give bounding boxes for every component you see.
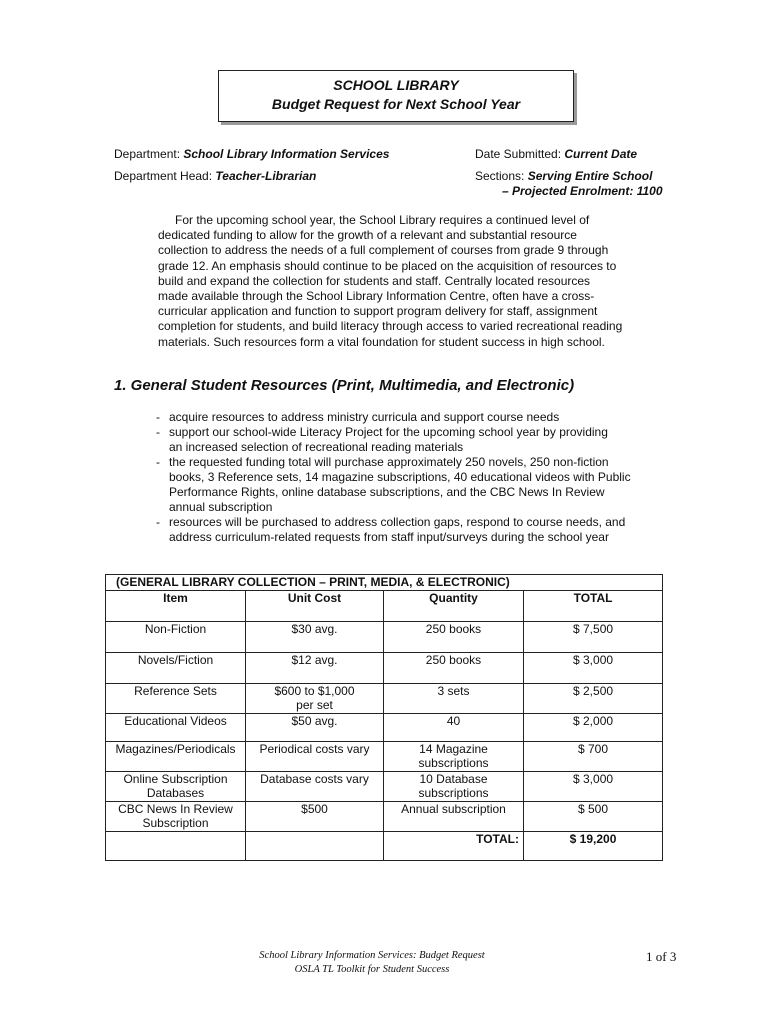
head-label: Department Head: bbox=[114, 169, 213, 183]
cell-total: $ 3,000 bbox=[524, 653, 663, 684]
cell-total: $ 3,000 bbox=[524, 772, 663, 802]
cell-total: $ 7,500 bbox=[524, 622, 663, 653]
table-row bbox=[106, 622, 663, 653]
table-row bbox=[106, 772, 663, 802]
cell-quantity: 40 bbox=[384, 714, 524, 742]
bullet-line: address curriculum-related requests from staff input/surveys during the school year bbox=[169, 530, 609, 544]
intro-line: materials. Such resources form a vital foundation for student success in high school. bbox=[158, 334, 605, 349]
bullet-line: annual subscription bbox=[169, 500, 273, 514]
table-header-row bbox=[106, 591, 663, 622]
resource-bullet-list bbox=[156, 410, 656, 545]
intro-line: For the upcoming school year, the School Library requires a continued level of bbox=[175, 213, 590, 227]
date-value: Current Date bbox=[564, 147, 638, 161]
cell-item: CBC News In Review Subscription bbox=[106, 802, 246, 832]
table-row bbox=[106, 684, 663, 714]
sections-value-line2: – Projected Enrolment: 1100 bbox=[502, 184, 663, 198]
table-total-row bbox=[106, 832, 663, 861]
footer-line: OSLA TL Toolkit for Student Success bbox=[294, 964, 450, 975]
cell-item: Online Subscription Databases bbox=[106, 772, 246, 802]
dash-icon: - bbox=[156, 410, 160, 424]
bullet-line: support our school-wide Literacy Project for the upcoming school year by providing bbox=[169, 425, 608, 439]
department-field bbox=[114, 147, 389, 162]
bullet-item bbox=[156, 410, 656, 425]
cell-quantity: 250 books bbox=[384, 622, 524, 653]
bullet-line: Performance Rights, online database subscriptions, and the CBC News In Review bbox=[169, 485, 605, 499]
sections-label: Sections: bbox=[475, 169, 525, 183]
cell-item: Novels/Fiction bbox=[106, 653, 246, 684]
section-heading: 1. General Student Resources (Print, Multimedia, and Electronic) bbox=[114, 377, 575, 394]
cell-item: Non-Fiction bbox=[106, 622, 246, 653]
total-label: TOTAL: bbox=[384, 832, 524, 861]
cell-total: $ 500 bbox=[524, 802, 663, 832]
sections-value: Serving Entire School bbox=[527, 169, 653, 183]
document-title: SCHOOL LIBRARY bbox=[333, 77, 459, 93]
bullet-line: books, 3 Reference sets, 14 magazine subscriptions, 40 educational videos with Public bbox=[169, 470, 631, 484]
intro-line: made available through the School Library Information Centre, often have a cross- bbox=[158, 289, 595, 304]
cell-quantity: 250 books bbox=[384, 653, 524, 684]
bullet-item bbox=[156, 515, 656, 545]
cell-item: Magazines/Periodicals bbox=[106, 742, 246, 772]
cell-total: $ 2,500 bbox=[524, 684, 663, 714]
header-item: Item bbox=[106, 591, 246, 622]
date-field bbox=[475, 147, 637, 162]
intro-line: collection to address the needs of a full complement of courses from grade 9 through bbox=[158, 243, 609, 258]
cell-quantity: 3 sets bbox=[384, 684, 524, 714]
cell-quantity: Annual subscription bbox=[384, 802, 524, 832]
budget-table bbox=[105, 574, 663, 861]
head-value: Teacher-Librarian bbox=[215, 169, 317, 183]
bullet-line: acquire resources to address ministry curricula and support course needs bbox=[169, 410, 560, 424]
cell-unit-cost: Periodical costs vary bbox=[246, 742, 384, 772]
bullet-line: resources will be purchased to address collection gaps, respond to course needs, and bbox=[169, 515, 626, 529]
department-value: School Library Information Services bbox=[183, 147, 390, 161]
intro-line: completion for students, and build literacy through access to varied recreational reading bbox=[158, 319, 623, 334]
head-field bbox=[114, 169, 316, 184]
table-caption: (GENERAL LIBRARY COLLECTION – PRINT, MEDIA, & ELECTRONIC) bbox=[106, 575, 663, 591]
table-row bbox=[106, 714, 663, 742]
header-quantity: Quantity bbox=[384, 591, 524, 622]
cell-total: $ 2,000 bbox=[524, 714, 663, 742]
sections-field bbox=[475, 169, 652, 184]
cell-empty bbox=[246, 832, 384, 861]
table-row bbox=[106, 742, 663, 772]
bullet-line: the requested funding total will purchase approximately 250 novels, 250 non-fiction bbox=[169, 455, 609, 469]
dash-icon: - bbox=[156, 425, 160, 439]
header-unit-cost: Unit Cost bbox=[246, 591, 384, 622]
dash-icon: - bbox=[156, 515, 160, 529]
department-label: Department: bbox=[114, 147, 181, 161]
cell-unit-cost: $30 avg. bbox=[246, 622, 384, 653]
cell-quantity: 14 Magazine subscriptions bbox=[384, 742, 524, 772]
cell-empty bbox=[106, 832, 246, 861]
cell-item: Reference Sets bbox=[106, 684, 246, 714]
document-subtitle: Budget Request for Next School Year bbox=[271, 96, 521, 112]
footer-line: School Library Information Services: Budget Request bbox=[259, 950, 485, 961]
header-total: TOTAL bbox=[524, 591, 663, 622]
page-footer bbox=[232, 949, 512, 976]
intro-line: dedicated funding to allow for the growth of a relevant and substantial resource bbox=[158, 228, 577, 243]
bullet-line: an increased selection of recreational reading materials bbox=[169, 440, 464, 454]
total-value: $ 19,200 bbox=[524, 832, 663, 861]
intro-line: curricular application and function to support program delivery for staff, assignment bbox=[158, 304, 598, 319]
cell-unit-cost: Database costs vary bbox=[246, 772, 384, 802]
bullet-item bbox=[156, 455, 656, 515]
sections-enrolment bbox=[502, 184, 663, 199]
cell-unit-cost: $50 avg. bbox=[246, 714, 384, 742]
intro-line: build and expand the collection for students and staff. Centrally located resources bbox=[158, 273, 591, 288]
dash-icon: - bbox=[156, 455, 160, 469]
cell-total: $ 700 bbox=[524, 742, 663, 772]
date-label: Date Submitted: bbox=[475, 147, 562, 161]
cell-unit-cost: $12 avg. bbox=[246, 653, 384, 684]
table-caption-row bbox=[106, 575, 663, 591]
document-title-box bbox=[218, 70, 574, 122]
table-row bbox=[106, 802, 663, 832]
intro-paragraph bbox=[158, 213, 648, 350]
cell-unit-cost: $600 to $1,000 per set bbox=[246, 684, 384, 714]
cell-item: Educational Videos bbox=[106, 714, 246, 742]
intro-line: grade 12. An emphasis should continue to be placed on the acquisition of resources to bbox=[158, 258, 617, 273]
cell-unit-cost: $500 bbox=[246, 802, 384, 832]
bullet-item bbox=[156, 425, 656, 455]
cell-quantity: 10 Database subscriptions bbox=[384, 772, 524, 802]
page-number: 1 of 3 bbox=[646, 949, 677, 964]
table-row bbox=[106, 653, 663, 684]
